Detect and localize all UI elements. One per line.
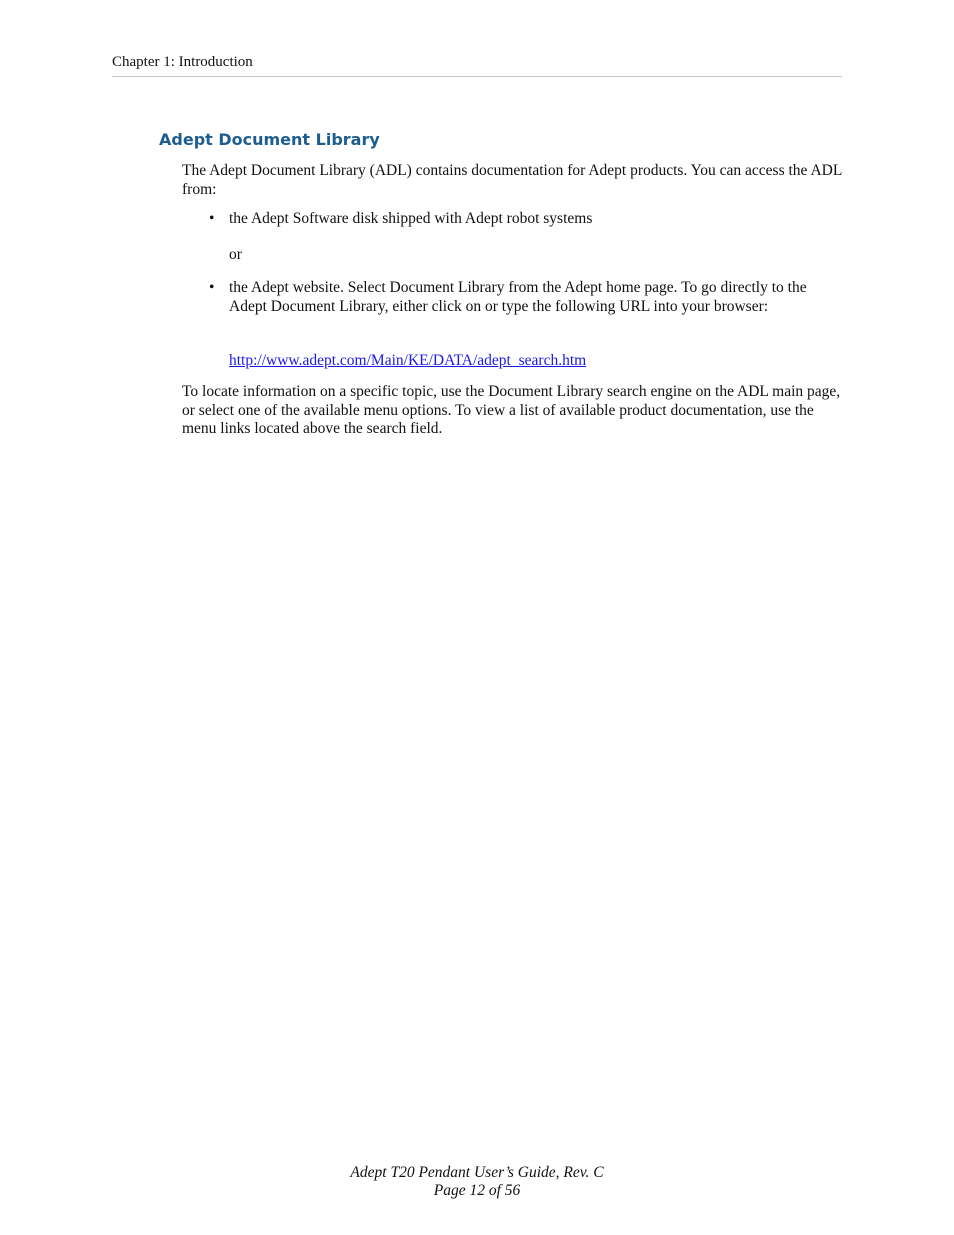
closing-paragraph: To locate information on a specific topic, use the Document Library search engine on the ADL main page, or select one of the available menu options. To view a list of available product documentation, use the menu links located above the search field. bbox=[182, 383, 841, 437]
running-header bbox=[112, 52, 842, 77]
footer-page-number: Page 12 of 56 bbox=[433, 1182, 521, 1199]
section-heading: Adept Document Library bbox=[159, 130, 380, 149]
bullet-text: the Adept website. Select Document Library from the Adept home page. To go directly to the Adept Document Library, either click on or type the following URL into your browser: bbox=[229, 279, 807, 315]
or-text: or bbox=[229, 246, 242, 263]
bullet-marker: • bbox=[209, 279, 215, 296]
adl-url-link[interactable]: http://www.adept.com/Main/KE/DATA/adept_search.htm bbox=[229, 352, 587, 369]
footer-document-title: Adept T20 Pendant User’s Guide, Rev. C bbox=[350, 1164, 604, 1181]
bullet-item-website bbox=[209, 279, 845, 316]
bullet-marker: • bbox=[209, 210, 215, 227]
bullet-item-software-disk bbox=[209, 210, 845, 229]
intro-paragraph: The Adept Document Library (ADL) contains documentation for Adept products. You can access the ADL from: bbox=[182, 162, 842, 198]
bullet-text: the Adept Software disk shipped with Adept robot systems bbox=[229, 210, 593, 227]
chapter-title: Chapter 1: Introduction bbox=[112, 54, 253, 70]
